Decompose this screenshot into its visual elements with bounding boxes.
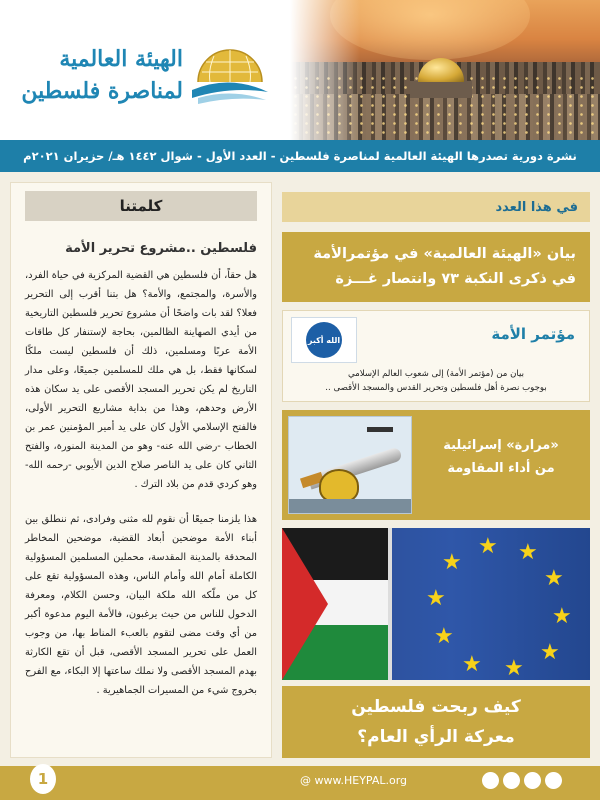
bitterness-line1: «مرارة» إسرائيلية: [443, 438, 559, 453]
plane-icon: [367, 427, 393, 432]
issue-banner: [0, 140, 600, 172]
eu-star-icon: ★: [478, 534, 498, 559]
eu-star-icon: ★: [434, 624, 454, 649]
eu-star-icon: ★: [462, 652, 482, 677]
editorial-paragraph-2: هذا يلزمنا جميعًا أن نقوم لله مثنى وفرادى، ثم ننطلق بين أبناء الأمة موضحين أبعاد القضية، موضحين المخاطر المحدقة بالمدينة المقدسة، محملين المسلمين المسؤولية الكاملة أمام الله وأمام الناس، وهذه المسؤولية تقع على كل من ملّكه الله ملكة البيان، وحسن الكلام، ومعرفة الدخول للناس من حيث يرغبون، فالأمة اليوم مدعوة أكبر من أي وقت مضى لتقوم بالعبء المناط بها، من وجوب العمل على تحرير المسجد الأقصى، قبل أن تقع الكارثة بهدم المسجد الأقصى ولا نملك ساعتها إلا البكاء، مع الفرح بخروج شيء من المسيرات الجماهيرية .: [25, 514, 257, 696]
editorial-title: فلسطين ..مشروع تحرير الأمة: [65, 241, 257, 256]
youtube-icon[interactable]: [503, 772, 520, 789]
palestine-flag: [282, 528, 392, 680]
editorial-heading: كلمتنا: [119, 197, 163, 215]
eu-star-icon: ★: [552, 604, 572, 629]
social-icons: [482, 772, 562, 789]
editorial-paragraph-1: هل حقاً، أن فلسطين هي القضية المركزية في حياة الفرد، والأسرة، والمجتمع، والأمة؟ هل بتنا أقرب إلى التحرير فعلا؟ لقد بات واضحًا أن مشروع تحرير فلسطين التاريخية من أيدي الصهاينة الظالمين، بحاجة لإستنفار كل طاقات الأمة عربًا ومسلمين، ذلك أن فلسطين ليست ملكًا لسكانها فقط، بل هي ملك للمسلمين جميعًا، وعلى مدار التاريخ لم يكن تحرير المسجد الأقصى على يد سكان هذه الأرض وحدهم، وهذا من بداية مشاريع التحرير الأولى، فالفتح الإسلامي الأول كان على يد أمير المؤمنين عمر بن الخطاب -رضي الله عنه- وهو من المدينة المنورة، والفتح الثاني كان على يد الناصر صلاح الدين الأيوبي -رحمه الله- وهو كردي قدم من بلاد الترك .: [25, 270, 257, 490]
page-number: 1: [30, 764, 56, 794]
header: [0, 0, 600, 140]
in-this-issue-bar: [282, 192, 590, 222]
sword-helmet-cartoon-icon: [288, 416, 412, 514]
editorial-column: [10, 182, 272, 758]
facebook-icon[interactable]: [545, 772, 562, 789]
conference-text-line1: بيان من (مؤتمر الأمة) إلى شعوب العالم الإسلامي: [347, 369, 525, 379]
eu-star-icon: ★: [518, 540, 538, 565]
flag-red-triangle: [282, 528, 328, 680]
lead-story-link[interactable]: [282, 232, 590, 302]
bitterness-story-title: [426, 434, 576, 480]
jerusalem-skyline-photo: [290, 0, 600, 140]
eu-star-icon: ★: [544, 566, 564, 591]
conference-text: [297, 367, 575, 395]
logo-title-line2: لمناصرة فلسطين: [21, 78, 183, 104]
instagram-icon[interactable]: [482, 772, 499, 789]
palestine-eu-flags-photo: [282, 528, 590, 680]
eu-star-icon: ★: [426, 586, 446, 611]
sky-glow: [330, 0, 530, 60]
public-opinion-story-link[interactable]: [282, 686, 590, 758]
public-opinion-line2: معركة الرأي العام؟: [357, 727, 515, 747]
photo-fade: [290, 0, 360, 140]
globe-dome-icon: [188, 32, 272, 116]
eu-star-icon: ★: [504, 656, 524, 680]
conference-title: مؤتمر الأمة: [491, 325, 575, 343]
eu-star-icon: ★: [442, 550, 462, 575]
lead-story-line2: في ذكرى النكبة ٧٣ وانتصار غـــزة: [335, 271, 576, 287]
twitter-icon[interactable]: [524, 772, 541, 789]
website-link[interactable]: @ www.HEYPAL.org: [300, 774, 408, 787]
bitterness-line2: من أداء المقاومة: [447, 461, 555, 476]
public-opinion-line1: كيف ربحت فلسطين: [351, 697, 521, 717]
logo: [18, 18, 278, 118]
contents-column: [282, 182, 590, 758]
helmet-icon: [319, 469, 359, 503]
editorial-heading-box: [25, 191, 257, 221]
in-this-issue-heading: في هذا العدد: [495, 199, 578, 215]
eu-star-icon: ★: [540, 640, 560, 665]
flag-pole: [388, 528, 392, 680]
conference-text-line2: بوجوب نصرة أهل فلسطين وتحرير القدس والمسجد الأقصى ..: [325, 383, 547, 393]
bitterness-story-card[interactable]: [282, 410, 590, 520]
lead-story-line1: بيان «الهيئة العالمية» في مؤتمرالأمة: [313, 246, 576, 262]
conference-badge-icon: الله أكبر: [306, 322, 342, 358]
issue-banner-text: نشرة دورية تصدرها الهيئة العالمية لمناصرة فلسطين - العدد الأول - شوال ١٤٤٢ هـ/ حزيران ٢٠٢١م: [23, 149, 577, 163]
footer: [0, 766, 600, 800]
conference-card[interactable]: [282, 310, 590, 402]
cartoon-ground: [289, 499, 411, 513]
dome-base: [410, 81, 472, 98]
logo-title-line1: الهيئة العالمية: [59, 46, 183, 72]
conference-logo: [291, 317, 357, 363]
